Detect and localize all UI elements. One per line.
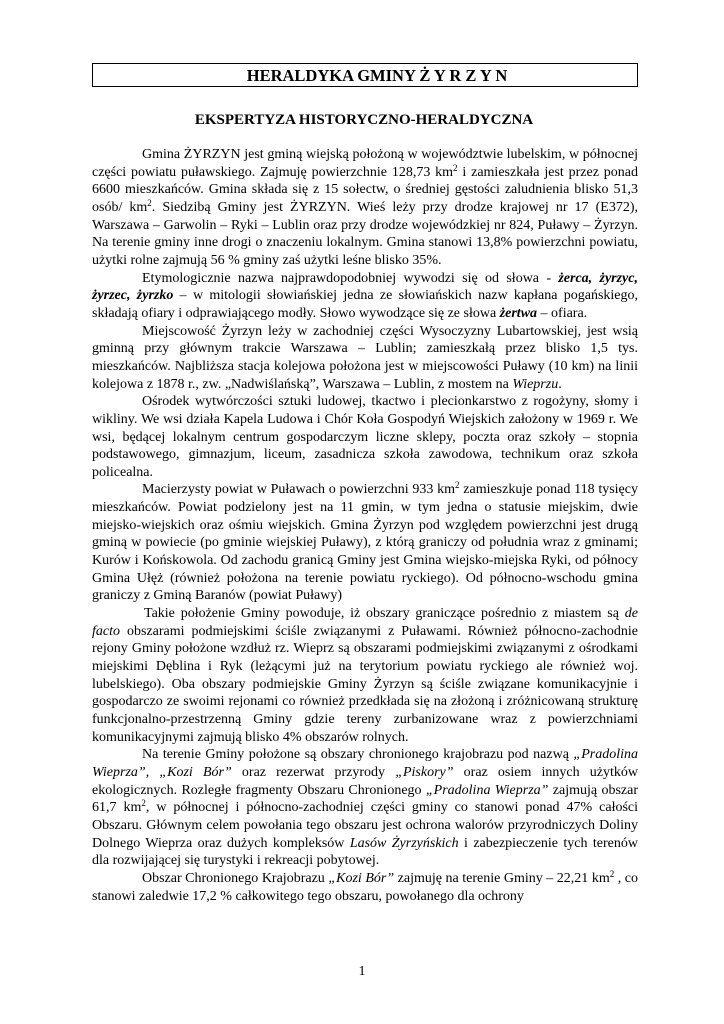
p1-superscript-2: 2 — [147, 197, 152, 208]
p5-superscript: 2 — [455, 480, 460, 491]
p7-italic-lasow: Lasów Żyrzyńskich — [349, 835, 459, 851]
p7-text-e: oraz rezerwat przyrody — [231, 764, 396, 780]
p2-bold-italic-zertwa: żertwa — [499, 305, 538, 321]
p3-italic-wieprzu: Wieprzu — [512, 376, 559, 392]
p7-italic-piskory: „Piskory” — [395, 764, 454, 780]
paragraph-6 — [92, 605, 638, 746]
p7-italic-kozi-bor: „Kozi Bór” — [159, 764, 232, 780]
p1-superscript-1: 2 — [453, 162, 458, 173]
p1-text-c: . Siedzibą Gminy jest ŻYRZYN. Wieś leży przy drodze krajowej nr 17 (E372), Warszawa – Garwolin – Ryki – Lublin oraz przy drodze wojewódzkiej nr 824, Puławy – Żyrzyn. Na terenie gminy inne drogi o znaczeniu lokalnym. Gmina stanowi 13,8% powierzchni powiatu, użytki rolne zajmują 56 % gminy zaś użytki leśne blisko 35%. — [92, 199, 638, 268]
document-subtitle: EKSPERTYZA HISTORYCZNO-HERALDYCZNA — [194, 112, 534, 128]
paragraph-3 — [92, 323, 638, 394]
p7-text-g: oraz osiem innych użytków ekologicznych. Rozległe fragmenty Obszaru Chronionego — [92, 764, 638, 798]
p1-text-b: i zamieszkała jest przez ponad 6600 mieszkańców. Gmina składa się z 15 sołectw, o średniej gęstości zaludnienia blisko 51,3 osób/ km — [92, 164, 638, 215]
p5-text-b: zamieszkuje ponad 118 tysięcy mieszkańców. Powiat podzielony jest na 11 gmin, w tym jedna o statusie miejskim, dwie miejsko-wiejskich oraz ośmiu wiejskich. Gmina Żyrzyn pod względem powierzchni jest drugą gminą w powiecie (po gminie wiejskiej Puławy), z którą graniczy od południa wraz z gminami; Kurów i Końskowola. Od zachodu granicą Gminy jest Gmina wiejsko-miejska Ryki, od północy Gmina Ułęż (również położona na terenie powiatu ryckiego). Od północno-wschodu gmina graniczy z Gminą Baranów (powiat Puławy) — [92, 482, 638, 604]
p7-text-c: , — [145, 764, 160, 780]
p6-text-a: Takie położenie Gminy powoduje, iż obszary graniczące pośrednio z miastem są — [144, 606, 625, 622]
p1-text-a: Gmina ŻYRZYN jest gminą wiejską położoną w województwie lubelskim, w północnej części powiatu puławskiego. Zajmuję powierzchnie 128,73 km — [92, 147, 638, 180]
paragraph-8 — [92, 870, 638, 905]
document-title: HERALDYKA GMINY Ż Y R Z Y N — [246, 66, 508, 85]
p8-text-c: zajmuję na terenie Gminy – 22,21 km — [394, 870, 610, 886]
p7-text-l: i zabezpieczenie tych terenów dla rozwijającej się turystyki i rekreacji pobytowej. — [92, 835, 638, 869]
p6-italic-de-facto: de facto — [92, 606, 638, 639]
p8-text-d: , co stanowi zaledwie 17,2 % całkowitego tego obszaru, powołanego dla ochrony — [92, 870, 639, 904]
document-body — [92, 146, 638, 905]
p7-italic-pradolina-2: „Pradolina Wieprza” — [425, 782, 549, 798]
p3-text-c: . — [558, 376, 562, 392]
paragraph-7 — [92, 746, 638, 870]
p7-text-j: , w północnej i północno-zachodniej części gminy co stanowi ponad 47% całości Obszaru. Głównym celem powołania tego obszaru jest ochrona walorów przyrodniczych Doliny Dolnego Wieprza oraz dużych kompleksów — [92, 800, 639, 851]
p7-superscript: 2 — [141, 798, 146, 809]
page-number: 1 — [358, 964, 366, 979]
p5-text-a: Macierzysty powiat w Puławach o powierzchni 933 km — [142, 482, 456, 498]
paragraph-4: Ośrodek wytwórczości sztuki ludowej, tkactwo i plecionkarstwo z rogożyny, słomy i wikliny. We wsi działa Kapela Ludowa i Chór Koła Gospodyń Wiejskich założony w 1969 r. We wsi, będącej lokalnym centrum gospodarczym liczne sklepy, poczta oraz szkoły – stopnia podstawowego, gimnazjum, liceum, zasadnicza szkoła zawodowa, technikum oraz szkoła policealna. — [92, 394, 638, 480]
p8-italic-kozi-bor: „Kozi Bór” — [328, 870, 395, 886]
p7-text-i: zajmują obszar 61,7 km — [92, 782, 638, 816]
p2-text-c: – w mitologii słowiańskiej jedna ze słowiańskich nazw kapłana pogańskiego, składają ofiary i odprawiającego modły. Słowo wywodzące się ze słowa — [92, 288, 639, 321]
paragraph-2 — [92, 270, 638, 323]
p6-text-c: obszarami podmiejskimi ściśle związanymi z Puławami. Również północno-zachodnie rejony Gminy położone wzdłuż rz. Wieprz są obszarami podmiejskimi związanymi z ośrodkami miejskimi Dęblina i Ryk (leżącymi już na terytorium powiatu ryckiego ale również woj. lubelskiego). Oba obszary podmiejskie Gminy Żyrzyn są ściśle związane komunikacyjnie i gospodarczo ze swoimi rejonami co również przedkłada się na złożoną i zróżnicowaną strukturę funkcjonalno-przestrzenną Gminy gdzie tereny zurbanizowane wraz z powierzchniami komunikacyjnymi zajmują blisko 4% obszarów rolnych. — [92, 623, 638, 745]
p7-text-a: Na terenie Gminy położone są obszary chronionego krajobrazu pod nazwą — [142, 747, 574, 763]
paragraph-1 — [92, 146, 638, 270]
p2-text-e: – ofiara. — [537, 305, 588, 321]
paragraph-5 — [92, 481, 638, 605]
p2-bold-italic-terms: żerca, żyrzyc, żyrzec, żyrzko — [92, 270, 638, 304]
p8-superscript: 2 — [609, 868, 615, 879]
p8-text-a: Obszar Chronionego Krajobrazu — [142, 870, 329, 886]
p7-italic-pradolina: „Pradolina Wieprza” — [92, 747, 638, 780]
p2-text-a: Etymologicznie nazwa najprawdopodobniej wywodzi się od słowa - — [142, 270, 559, 286]
p3-text-a: Miejscowość Żyrzyn leży w zachodniej części Wysoczyzny Lubartowskiej, jest wsią gminną przy głównym trakcie Warszawa – Lublin; zamieszkałą przez blisko 1,5 tys. mieszkańców. Najbliższa stacja kolejowa położona jest w miejscowości Puławy (10 km) na linii kolejowa z 1878 r., zw. „Nadwiślańską”, Warszawa – Lublin, z mostem na — [92, 323, 638, 392]
title-box — [92, 63, 638, 87]
